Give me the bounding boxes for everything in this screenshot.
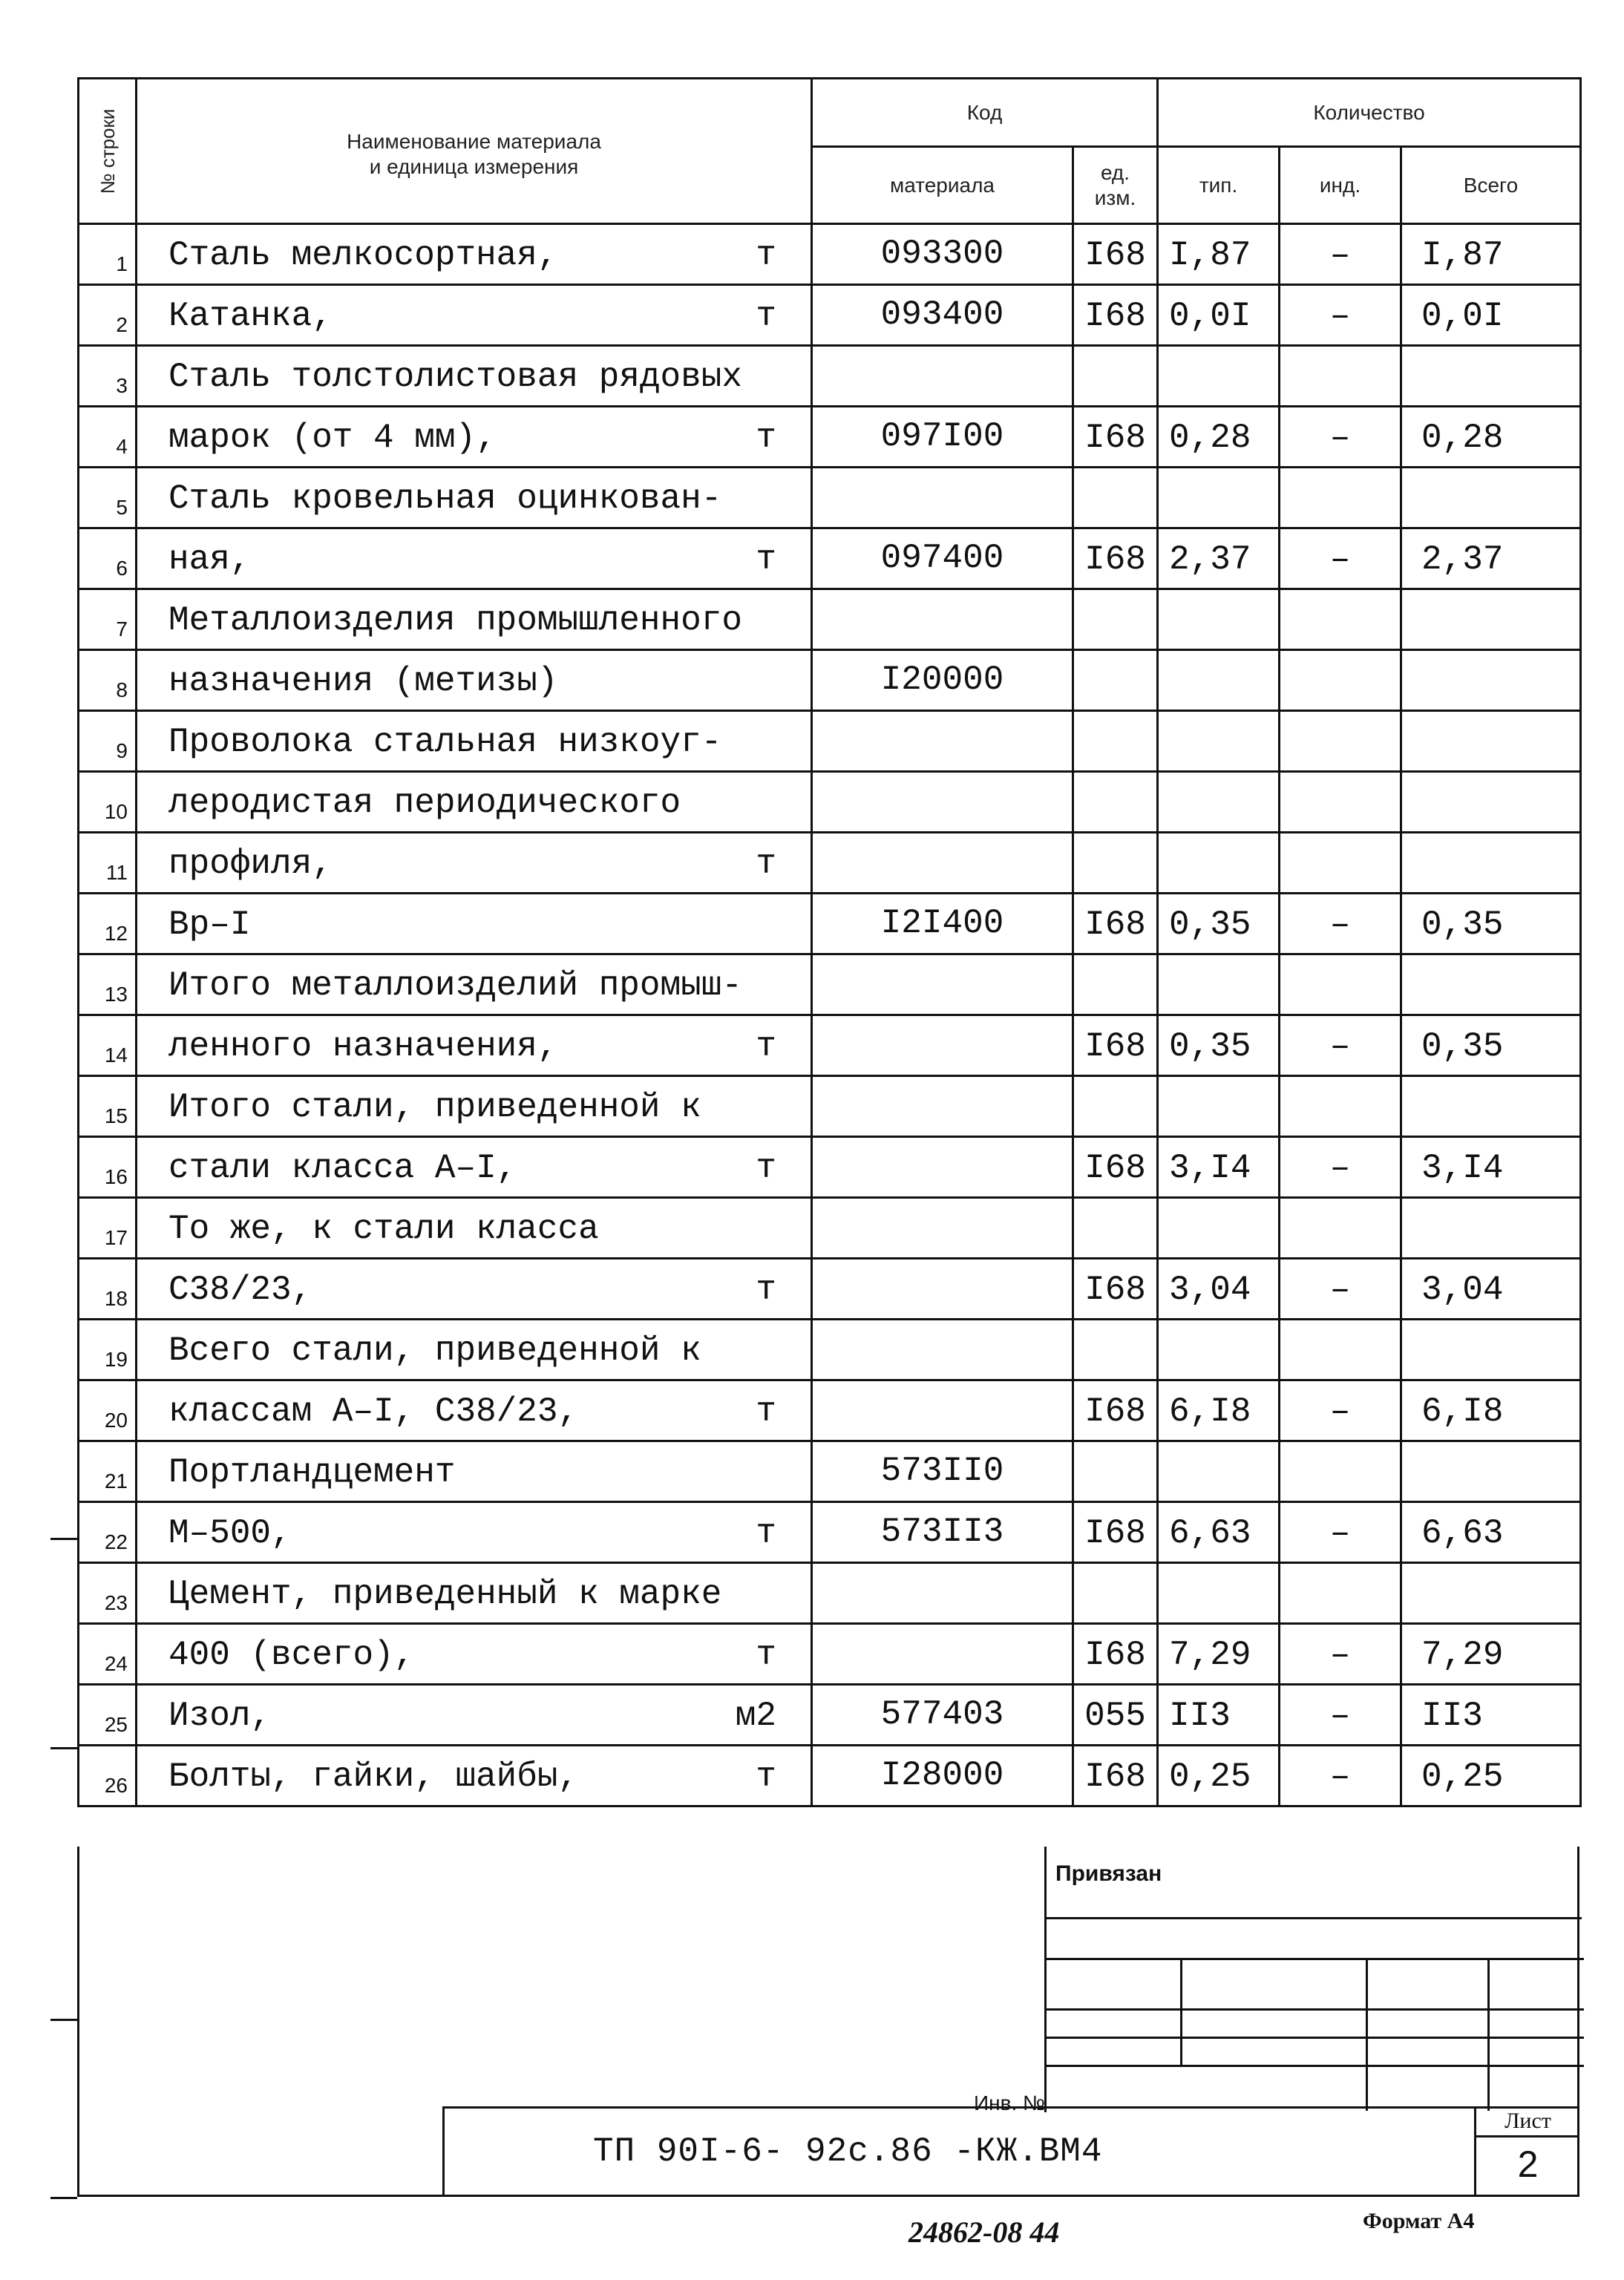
row-number: 11: [79, 833, 137, 894]
material-code: [812, 1076, 1073, 1137]
row-number: 26: [79, 1746, 137, 1806]
unit-code: [1073, 954, 1158, 1015]
table-row: [79, 1502, 1581, 1563]
table-row: [79, 346, 1581, 407]
material-name: [137, 1198, 812, 1259]
material-code: 093300: [812, 224, 1073, 285]
row-number: 20: [79, 1380, 137, 1441]
individual-qty: –: [1280, 528, 1401, 589]
row-number: 10: [79, 772, 137, 833]
individual-qty: [1280, 954, 1401, 1015]
unit-code: I68: [1073, 1137, 1158, 1198]
unit-code: I68: [1073, 1746, 1158, 1806]
material-code: [812, 1137, 1073, 1198]
material-name: [137, 1502, 812, 1563]
typical-qty: 3,I4: [1158, 1137, 1280, 1198]
material-name: [137, 650, 812, 711]
unit-of-measure: т: [756, 297, 776, 335]
typical-qty-header: тип.: [1158, 147, 1280, 224]
unit-code: [1073, 1076, 1158, 1137]
typical-qty: [1158, 1076, 1280, 1137]
typical-qty: 6,I8: [1158, 1380, 1280, 1441]
material-code: I2I400: [812, 894, 1073, 954]
row-number: 4: [79, 407, 137, 468]
typical-qty: 0,28: [1158, 407, 1280, 468]
table-row: [79, 528, 1581, 589]
typical-qty: 7,29: [1158, 1624, 1280, 1685]
row-number-header: № строки: [79, 79, 137, 224]
individual-qty: [1280, 589, 1401, 650]
individual-qty: –: [1280, 224, 1401, 285]
row-number: 1: [79, 224, 137, 285]
row-number: 9: [79, 711, 137, 772]
material-code: I28000: [812, 1746, 1073, 1806]
total-qty: [1401, 954, 1581, 1015]
individual-qty: [1280, 650, 1401, 711]
table-row: [79, 1563, 1581, 1624]
material-code: [812, 772, 1073, 833]
row-number: 17: [79, 1198, 137, 1259]
unit-code: I68: [1073, 1502, 1158, 1563]
material-name-text: ная,: [168, 540, 251, 579]
material-name: [137, 224, 812, 285]
material-name-text: Проволока стальная низкоуг-: [168, 723, 722, 761]
material-name-text: Итого металлоизделий промыш-: [168, 966, 742, 1005]
material-name: [137, 468, 812, 528]
table-row: [79, 1259, 1581, 1320]
material-code-header: материала: [812, 147, 1073, 224]
total-qty: [1401, 589, 1581, 650]
material-code: [812, 1015, 1073, 1076]
material-name-text: Катанка,: [168, 297, 333, 335]
unit-of-measure: т: [756, 540, 776, 579]
margin-tick: [50, 2197, 77, 2199]
unit-of-measure: т: [756, 1392, 776, 1431]
row-number: 15: [79, 1076, 137, 1137]
typical-qty: 6,63: [1158, 1502, 1280, 1563]
unit-code: [1073, 1320, 1158, 1380]
total-qty: 2,37: [1401, 528, 1581, 589]
code-group-header: Код: [812, 79, 1158, 147]
material-name-text: То же, к стали класса: [168, 1210, 599, 1248]
unit-of-measure: т: [756, 1027, 776, 1066]
total-qty: 0,28: [1401, 407, 1581, 468]
table-row: [79, 468, 1581, 528]
individual-qty: –: [1280, 1502, 1401, 1563]
table-row: [79, 1746, 1581, 1806]
individual-qty: –: [1280, 1015, 1401, 1076]
material-name: [137, 407, 812, 468]
material-code: [812, 1563, 1073, 1624]
material-name-text: Вр–I: [168, 905, 251, 944]
individual-qty: [1280, 346, 1401, 407]
total-qty: II3: [1401, 1685, 1581, 1746]
total-qty: 0,35: [1401, 894, 1581, 954]
material-code: [812, 833, 1073, 894]
material-name: [137, 1746, 812, 1806]
material-name-header: Наименование материала и единица измерения: [137, 79, 812, 224]
individual-qty: –: [1280, 285, 1401, 346]
material-name: [137, 285, 812, 346]
sheet-label: Лист: [1476, 2106, 1579, 2138]
row-number: 24: [79, 1624, 137, 1685]
total-qty: [1401, 1563, 1581, 1624]
material-name: [137, 1380, 812, 1441]
unit-of-measure: т: [756, 1149, 776, 1188]
total-qty: [1401, 833, 1581, 894]
table-row: [79, 407, 1581, 468]
table-row: [79, 1076, 1581, 1137]
table-row: [79, 894, 1581, 954]
unit-code: [1073, 1563, 1158, 1624]
material-code: [812, 711, 1073, 772]
material-code: 573II0: [812, 1441, 1073, 1502]
typical-qty: [1158, 833, 1280, 894]
individual-qty: –: [1280, 407, 1401, 468]
unit-of-measure: т: [756, 1636, 776, 1674]
row-number: 25: [79, 1685, 137, 1746]
unit-code: [1073, 650, 1158, 711]
unit-code: [1073, 468, 1158, 528]
row-number: 18: [79, 1259, 137, 1320]
typical-qty: [1158, 589, 1280, 650]
unit-of-measure: т: [756, 845, 776, 883]
material-code: I20000: [812, 650, 1073, 711]
total-qty: 3,04: [1401, 1259, 1581, 1320]
material-code: 093400: [812, 285, 1073, 346]
total-qty: 6,I8: [1401, 1380, 1581, 1441]
individual-qty: –: [1280, 1259, 1401, 1320]
material-name-text: Портландцемент: [168, 1453, 456, 1492]
row-number: 6: [79, 528, 137, 589]
total-qty: I,87: [1401, 224, 1581, 285]
table-row: [79, 224, 1581, 285]
unit-of-measure: т: [756, 1758, 776, 1796]
total-qty: 7,29: [1401, 1624, 1581, 1685]
total-qty-header: Всего: [1401, 147, 1581, 224]
total-qty: 3,I4: [1401, 1137, 1581, 1198]
material-code: [812, 468, 1073, 528]
material-name: [137, 1320, 812, 1380]
material-name-text: С38/23,: [168, 1271, 312, 1309]
unit-code: [1073, 346, 1158, 407]
table-row: [79, 589, 1581, 650]
table-row: [79, 1198, 1581, 1259]
margin-tick: [50, 1747, 77, 1749]
document-code: ТП 90I-6- 92с.86 -КЖ.ВМ4: [593, 2132, 1103, 2171]
material-name-text: марок (от 4 мм),: [168, 419, 497, 457]
individual-qty: [1280, 1563, 1401, 1624]
material-name-text: 400 (всего),: [168, 1636, 415, 1674]
total-qty: [1401, 650, 1581, 711]
total-qty: [1401, 468, 1581, 528]
total-qty: 6,63: [1401, 1502, 1581, 1563]
table-row: [79, 772, 1581, 833]
typical-qty: II3: [1158, 1685, 1280, 1746]
total-qty: 0,25: [1401, 1746, 1581, 1806]
typical-qty: [1158, 650, 1280, 711]
unit-code: I68: [1073, 224, 1158, 285]
table-row: [79, 954, 1581, 1015]
sheet-number-box: [1474, 2106, 1579, 2197]
unit-code: I68: [1073, 1380, 1158, 1441]
row-number: 19: [79, 1320, 137, 1380]
unit-of-measure: т: [756, 1271, 776, 1309]
typical-qty: [1158, 468, 1280, 528]
unit-of-measure: т: [756, 236, 776, 275]
total-qty: [1401, 1076, 1581, 1137]
unit-code: I68: [1073, 1259, 1158, 1320]
row-number: 2: [79, 285, 137, 346]
table-row: [79, 1685, 1581, 1746]
total-qty: 0,0I: [1401, 285, 1581, 346]
table-row: [79, 711, 1581, 772]
row-number: 8: [79, 650, 137, 711]
material-name-text: ленного назначения,: [168, 1027, 558, 1066]
total-qty: 0,35: [1401, 1015, 1581, 1076]
total-qty: [1401, 1441, 1581, 1502]
unit-code: 055: [1073, 1685, 1158, 1746]
individual-qty: [1280, 1198, 1401, 1259]
unit-of-measure: т: [756, 1514, 776, 1553]
margin-tick: [50, 2019, 77, 2021]
material-code: [812, 346, 1073, 407]
quantity-group-header: Количество: [1158, 79, 1581, 147]
typical-qty: [1158, 1441, 1280, 1502]
unit-code: I68: [1073, 528, 1158, 589]
material-name-text: классам А–I, С38/23,: [168, 1392, 579, 1431]
material-name-text: Всего стали, приведенной к: [168, 1331, 701, 1370]
material-name: [137, 589, 812, 650]
material-code: [812, 589, 1073, 650]
material-code: 097I00: [812, 407, 1073, 468]
material-name: [137, 1076, 812, 1137]
material-name: [137, 528, 812, 589]
row-number: 14: [79, 1015, 137, 1076]
table-row: [79, 1137, 1581, 1198]
unit-of-measure: м2: [735, 1697, 776, 1735]
material-name-text: профиля,: [168, 845, 333, 883]
individual-qty: –: [1280, 1685, 1401, 1746]
table-row: [79, 1380, 1581, 1441]
unit-code: I68: [1073, 894, 1158, 954]
material-name: [137, 1563, 812, 1624]
privyazan-label: Привязан: [1055, 1861, 1162, 1886]
individual-qty: –: [1280, 1624, 1401, 1685]
unit-of-measure: т: [756, 419, 776, 457]
typical-qty: 0,35: [1158, 1015, 1280, 1076]
typical-qty: 2,37: [1158, 528, 1280, 589]
row-number: 5: [79, 468, 137, 528]
individual-qty: [1280, 468, 1401, 528]
typical-qty: [1158, 346, 1280, 407]
table-row: [79, 833, 1581, 894]
row-number: 16: [79, 1137, 137, 1198]
individual-qty: –: [1280, 1746, 1401, 1806]
material-name-text: Изол,: [168, 1697, 272, 1735]
material-name-text: Сталь мелкосортная,: [168, 236, 558, 275]
typical-qty: [1158, 954, 1280, 1015]
material-code: [812, 1624, 1073, 1685]
row-number: 13: [79, 954, 137, 1015]
table-row: [79, 285, 1581, 346]
unit-code: [1073, 1441, 1158, 1502]
row-number: 22: [79, 1502, 137, 1563]
material-name-text: стали класса А–I,: [168, 1149, 517, 1188]
typical-qty: 0,35: [1158, 894, 1280, 954]
material-name: [137, 772, 812, 833]
privyazan-box: [1044, 1847, 1582, 1919]
table-row: [79, 1624, 1581, 1685]
material-name: [137, 894, 812, 954]
typical-qty: [1158, 1563, 1280, 1624]
margin-tick: [50, 1538, 77, 1540]
material-name-text: Цемент, приведенный к марке: [168, 1575, 722, 1614]
total-qty: [1401, 772, 1581, 833]
individual-qty: [1280, 711, 1401, 772]
material-name-text: назначения (метизы): [168, 662, 558, 701]
total-qty: [1401, 711, 1581, 772]
typical-qty: [1158, 1198, 1280, 1259]
typical-qty: [1158, 1320, 1280, 1380]
table-row: [79, 1015, 1581, 1076]
revision-grid: [1044, 1919, 1582, 2112]
material-name-text: Металлоизделия промышленного: [168, 601, 742, 640]
material-name: [137, 1137, 812, 1198]
material-name: [137, 1259, 812, 1320]
material-name-text: Болты, гайки, шайбы,: [168, 1758, 579, 1796]
unit-code: [1073, 772, 1158, 833]
material-name: [137, 1441, 812, 1502]
material-code: [812, 954, 1073, 1015]
material-name-text: Сталь толстолистовая рядовых: [168, 358, 742, 396]
materials-table: [77, 77, 1582, 1807]
material-name: [137, 711, 812, 772]
material-name: [137, 833, 812, 894]
format-label: Формат А4: [1363, 2209, 1475, 2233]
document-code-box: [442, 2106, 1579, 2197]
inventory-number-label: Инв. №: [974, 2091, 1046, 2114]
material-name-text: Итого стали, приведенной к: [168, 1088, 701, 1127]
individual-qty: –: [1280, 1137, 1401, 1198]
typical-qty: 0,25: [1158, 1746, 1280, 1806]
individual-qty: [1280, 1076, 1401, 1137]
unit-code: I68: [1073, 1015, 1158, 1076]
row-number: 12: [79, 894, 137, 954]
row-number: 21: [79, 1441, 137, 1502]
total-qty: [1401, 1320, 1581, 1380]
individual-qty: [1280, 772, 1401, 833]
individual-qty: –: [1280, 894, 1401, 954]
individual-qty-header: инд.: [1280, 147, 1401, 224]
row-number: 7: [79, 589, 137, 650]
typical-qty: 3,04: [1158, 1259, 1280, 1320]
individual-qty: [1280, 1441, 1401, 1502]
typical-qty: [1158, 711, 1280, 772]
material-name: [137, 346, 812, 407]
material-name: [137, 1624, 812, 1685]
row-number: 23: [79, 1563, 137, 1624]
material-name: [137, 954, 812, 1015]
table-row: [79, 650, 1581, 711]
typical-qty: 0,0I: [1158, 285, 1280, 346]
material-name: [137, 1685, 812, 1746]
material-code: 097400: [812, 528, 1073, 589]
typical-qty: I,87: [1158, 224, 1280, 285]
unit-code-header: ед. изм.: [1073, 147, 1158, 224]
material-name: [137, 1015, 812, 1076]
total-qty: [1401, 346, 1581, 407]
material-code: 577403: [812, 1685, 1073, 1746]
typical-qty: [1158, 772, 1280, 833]
individual-qty: –: [1280, 1380, 1401, 1441]
unit-code: [1073, 711, 1158, 772]
material-code: [812, 1380, 1073, 1441]
unit-code: I68: [1073, 407, 1158, 468]
unit-code: [1073, 1198, 1158, 1259]
material-name-text: леродистая периодического: [168, 784, 681, 822]
unit-code: [1073, 833, 1158, 894]
individual-qty: [1280, 1320, 1401, 1380]
material-code: [812, 1320, 1073, 1380]
archive-number: 24862-08 44: [908, 2215, 1060, 2249]
material-name-text: Сталь кровельная оцинкован-: [168, 479, 722, 518]
unit-code: I68: [1073, 1624, 1158, 1685]
material-code: [812, 1198, 1073, 1259]
table-row: [79, 1320, 1581, 1380]
total-qty: [1401, 1198, 1581, 1259]
unit-code: I68: [1073, 285, 1158, 346]
table-row: [79, 1441, 1581, 1502]
unit-code: [1073, 589, 1158, 650]
individual-qty: [1280, 833, 1401, 894]
material-code: [812, 1259, 1073, 1320]
sheet-number: 2: [1517, 2143, 1539, 2185]
material-code: 573II3: [812, 1502, 1073, 1563]
material-name-text: М–500,: [168, 1514, 292, 1553]
row-number: 3: [79, 346, 137, 407]
